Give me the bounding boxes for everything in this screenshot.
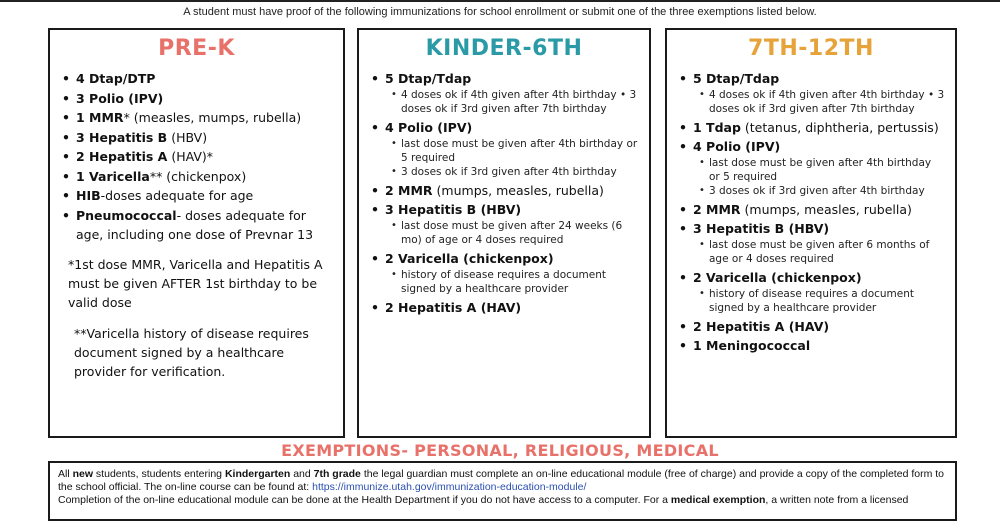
vaccine-item bbox=[76, 69, 333, 89]
vaccine-name: 5 Dtap/Tdap bbox=[385, 71, 472, 86]
vaccine-name: 2 MMR bbox=[385, 183, 433, 198]
column-pre-k bbox=[48, 28, 345, 438]
vaccine-name: 5 Dtap/Tdap bbox=[693, 71, 780, 86]
text-medical-exemption: medical exemption bbox=[670, 494, 766, 506]
vaccine-name: 2 Hepatitis A bbox=[76, 149, 168, 164]
vaccine-sub-note: • history of disease requires a document signed by a healthcare provider bbox=[709, 287, 945, 315]
vaccine-name: 3 Polio (IPV) bbox=[76, 90, 164, 106]
column-kinder-6th bbox=[357, 28, 651, 438]
vaccine-sub-note: • last dose must be given after 4th birthday or 5 required bbox=[709, 156, 945, 184]
vaccine-sub-note: • 3 doses ok if 3rd given after 4th birthday bbox=[401, 165, 639, 179]
vaccine-name: HIB bbox=[76, 188, 101, 203]
vaccine-name: 4 Polio (IPV) bbox=[385, 120, 473, 135]
vaccine-name: 1 Varicella bbox=[76, 168, 150, 184]
vaccine-sub-notes bbox=[385, 268, 639, 296]
vaccine-item bbox=[693, 200, 945, 219]
vaccine-item bbox=[76, 147, 333, 167]
vaccine-item bbox=[693, 69, 945, 116]
text: Completion of the on-line educational module can be done at the Health Department if you do not have access to a computer. For a bbox=[58, 494, 671, 506]
pre-k-note-2: **Varicella history of disease requires document signed by a healthcare provider for verification. bbox=[74, 325, 309, 379]
vaccine-name: 1 Meningococcal bbox=[693, 338, 811, 353]
vaccine-name: 2 Varicella (chickenpox) bbox=[385, 251, 554, 266]
vaccine-item bbox=[693, 118, 945, 137]
top-rule bbox=[0, 0, 1000, 2]
seven-vaccine-list bbox=[667, 69, 955, 355]
vaccine-item bbox=[76, 108, 333, 128]
vaccine-item bbox=[76, 89, 333, 109]
vaccine-detail: (tetanus, diphtheria, pertussis) bbox=[740, 120, 939, 135]
text: , a written note from a licensed bbox=[765, 494, 909, 506]
text-7th-grade: 7th grade bbox=[313, 468, 361, 480]
vaccine-detail: (HBV) bbox=[167, 129, 208, 145]
vaccine-name: 4 Polio (IPV) bbox=[693, 139, 781, 154]
vaccine-detail: (mumps, measles, rubella) bbox=[740, 202, 912, 217]
vaccine-name: 3 Hepatitis B (HBV) bbox=[385, 202, 522, 217]
kinder-vaccine-list bbox=[359, 69, 649, 317]
vaccine-sub-notes bbox=[693, 156, 945, 198]
vaccine-item bbox=[385, 249, 639, 296]
exemptions-heading: EXEMPTIONS- PERSONAL, RELIGIOUS, MEDICAL bbox=[281, 441, 719, 460]
exemptions-paragraph-2 bbox=[58, 494, 947, 507]
vaccine-name: Pneumococcal bbox=[76, 207, 177, 223]
pre-k-vaccine-list bbox=[50, 69, 343, 245]
text-kindergarten: Kindergarten bbox=[224, 468, 291, 480]
intro-text: A student must have proof of the following immunizations for school enrollment or submit one of the three exemptions listed below. bbox=[183, 6, 817, 18]
vaccine-item bbox=[693, 268, 945, 315]
text: All bbox=[58, 468, 73, 480]
vaccine-detail: ** (chickenpox) bbox=[149, 168, 247, 184]
vaccine-item bbox=[385, 200, 639, 247]
exemptions-paragraph-1 bbox=[58, 468, 947, 494]
vaccine-item bbox=[693, 137, 945, 198]
vaccine-item bbox=[385, 181, 639, 200]
vaccine-sub-notes bbox=[693, 287, 945, 315]
exemptions-info-box bbox=[48, 461, 957, 521]
vaccine-sub-notes bbox=[693, 88, 945, 116]
education-module-link[interactable]: https://immunize.utah.gov/immunization-education-module/ bbox=[312, 481, 587, 493]
vaccine-name: 2 MMR bbox=[693, 202, 741, 217]
vaccine-detail: * (measles, mumps, rubella) bbox=[123, 110, 302, 125]
vaccine-item bbox=[76, 128, 333, 148]
vaccine-sub-notes bbox=[693, 238, 945, 266]
text: students, students entering bbox=[93, 468, 225, 480]
vaccine-sub-note: • 4 doses ok if 4th given after 4th birthday • 3 doses ok if 3rd given after 7th birthday bbox=[401, 88, 639, 116]
vaccine-item bbox=[693, 336, 945, 355]
vaccine-sub-note: • 4 doses ok if 4th given after 4th birthday • 3 doses ok if 3rd given after 7th birthday bbox=[709, 88, 945, 116]
vaccine-detail: - doses adequate for age, including one dose of Prevnar 13 bbox=[76, 207, 314, 242]
text-new: new bbox=[72, 468, 94, 480]
vaccine-name: 1 MMR bbox=[76, 110, 124, 125]
vaccine-item bbox=[76, 186, 333, 206]
vaccine-detail: -doses adequate for age bbox=[100, 188, 254, 203]
pre-k-note-1: *1st dose MMR, Varicella and Hepatitis A must be given AFTER 1st birthday to be valid dose bbox=[68, 256, 323, 310]
vaccine-name: 1 Tdap bbox=[693, 120, 741, 135]
vaccine-sub-note: • 3 doses ok if 3rd given after 4th birthday bbox=[709, 184, 945, 198]
vaccine-item bbox=[385, 69, 639, 116]
vaccine-detail: (HAV)* bbox=[167, 149, 214, 164]
column-title-kinder-6th: KINDER-6TH bbox=[425, 36, 583, 61]
vaccine-name: 2 Hepatitis A (HAV) bbox=[693, 319, 830, 334]
text: and bbox=[290, 468, 314, 480]
column-title-7th-12th: 7TH-12TH bbox=[748, 36, 874, 61]
vaccine-sub-notes bbox=[385, 137, 639, 179]
vaccine-sub-note: • last dose must be given after 24 weeks (6 mo) of age or 4 doses required bbox=[401, 219, 639, 247]
vaccine-sub-notes bbox=[385, 219, 639, 247]
vaccine-sub-note: • last dose must be given after 6 months of age or 4 doses required bbox=[709, 238, 945, 266]
vaccine-name: 3 Hepatitis B bbox=[76, 129, 168, 145]
vaccine-item bbox=[76, 167, 333, 187]
column-7th-12th bbox=[665, 28, 957, 438]
vaccine-sub-note: • last dose must be given after 4th birthday or 5 required bbox=[401, 137, 639, 165]
vaccine-item bbox=[693, 317, 945, 336]
vaccine-name: 2 Hepatitis A (HAV) bbox=[385, 300, 522, 315]
vaccine-item bbox=[385, 298, 639, 317]
vaccine-name: 3 Hepatitis B (HBV) bbox=[693, 221, 830, 236]
vaccine-item bbox=[76, 206, 333, 245]
column-title-pre-k: PRE-K bbox=[158, 36, 235, 61]
vaccine-name: 2 Varicella (chickenpox) bbox=[693, 270, 862, 285]
text: the legal guardian must complete an on-line educational module (free of charge) and provide a copy of the completed form to the school official. The on-line course can be found at: bbox=[58, 468, 944, 493]
vaccine-detail: (mumps, measles, rubella) bbox=[432, 183, 604, 198]
vaccine-item bbox=[385, 118, 639, 179]
vaccine-name: 4 Dtap/DTP bbox=[76, 71, 156, 86]
vaccine-sub-note: • history of disease requires a document signed by a healthcare provider bbox=[401, 268, 639, 296]
vaccine-item bbox=[693, 219, 945, 266]
vaccine-sub-notes bbox=[385, 88, 639, 116]
